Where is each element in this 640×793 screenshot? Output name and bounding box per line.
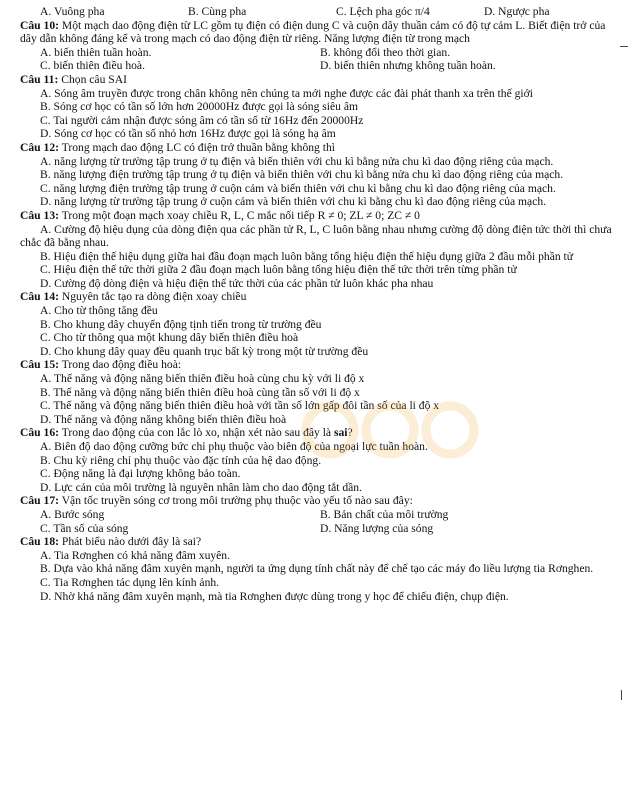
option-b: B. Chu kỳ riêng chỉ phụ thuộc vào đặc tính của hệ dao động. <box>40 453 322 467</box>
option-c: C. biến thiên điều hoà. <box>40 59 145 73</box>
option-b: B. Bản chất của môi trường <box>320 507 449 521</box>
option-a: A. biến thiên tuần hoàn. <box>40 45 152 59</box>
question-17 <box>20 494 622 535</box>
option-c: C. năng lượng điện trường tập trung ở cuộn cảm và biến thiên với chu kì bằng chu kì dao động riêng của mạch. <box>40 181 556 195</box>
option-a: A. Sóng âm truyền được trong chân không nên chúng ta mới nghe được các đài phát thanh xa trên thế giới <box>40 86 533 100</box>
option-c: C. Động năng là đại lượng không bảo toàn. <box>40 467 241 481</box>
option-c: C. Cho từ thông qua một khung dây biến thiên điều hoà <box>40 331 299 345</box>
question-text: Nguyên tắc tạo ra dòng điện xoay chiều <box>61 290 247 304</box>
question-stem <box>20 535 622 549</box>
question-end: ? <box>347 426 353 440</box>
question-text: Trong mạch dao động LC có điện trở thuần bằng không thì <box>61 140 335 154</box>
question-emphasis: sai <box>333 426 348 440</box>
question-label: Câu 10: <box>20 18 59 32</box>
margin-mark <box>620 46 628 47</box>
option-b: B. Hiệu điện thế hiệu dụng giữa hai đầu đoạn mạch luôn bằng tổng hiệu điện thế hiệu dụng giữa 2 đầu mỗi phần tử <box>40 249 574 263</box>
question-label: Câu 14: <box>20 290 59 304</box>
question-text: Trong dao động của con lắc lò xo, nhận xét nào sau đây là <box>61 426 332 440</box>
question-stem <box>20 73 622 87</box>
question-stem <box>20 426 622 440</box>
option-d: D. Năng lượng của sóng <box>320 521 434 535</box>
question-text: Trong dao động điều hoà: <box>61 358 182 372</box>
question-text: Phát biểu nào dưới đây là sai? <box>61 535 202 549</box>
option-c: C. Lệch pha góc π/4 <box>336 5 430 18</box>
question-text: Một mạch dao động điện từ LC gồm tụ điện có điện dung C và cuộn dây thuần cảm có độ tự cảm L. Biết điện trở của dây dẫn không đáng kể và trong mạch có dao động điện từ riêng. Năng lượng điện từ trong mạch <box>20 18 606 46</box>
option-a: A. năng lượng từ trường tập trung ở tụ điện và biến thiên với chu kì bằng nửa chu kì dao động riêng của mạch. <box>40 154 554 168</box>
question-16 <box>20 426 622 494</box>
option-d: D. Cường độ dòng điện và hiệu điện thế tức thời của các phần tử luôn khác pha nhau <box>40 276 434 290</box>
question-13 <box>20 209 622 291</box>
question-label: Câu 15: <box>20 358 59 372</box>
option-b: B. Cho khung dây chuyển động tịnh tiến trong từ trường đều <box>40 317 322 331</box>
option-c: C. Thế năng và động năng biến thiên điều hoà với tần số lớn gấp đôi tần số của li độ x <box>40 399 440 413</box>
option-d: D. Ngược pha <box>484 5 550 18</box>
option-a: A. Vuông pha <box>40 5 105 18</box>
option-b: B. Thế năng và động năng biến thiên điều hoà cùng tần số với li độ x <box>40 385 360 399</box>
options-row <box>20 508 622 522</box>
option-a: A. Thế năng và động năng biến thiên điều hoà cùng chu kỳ với li độ x <box>40 372 365 386</box>
option-d: D. Sóng cơ học có tần số nhỏ hơn 16Hz được gọi là sóng hạ âm <box>40 127 336 141</box>
option-c: C. Tần số của sóng <box>40 521 129 535</box>
option-d: D. năng lượng từ trường tập trung ở cuộn cảm và biến thiên với chu kì bằng chu kì dao động riêng của mạch. <box>40 195 547 209</box>
option-b: B. Sóng cơ học có tần số lớn hơn 20000Hz được gọi là sóng siêu âm <box>40 100 359 114</box>
options-row <box>20 522 622 536</box>
question-stem <box>20 19 622 46</box>
question-label: Câu 18: <box>20 535 59 549</box>
question-label: Câu 16: <box>20 426 59 440</box>
option-d: D. biến thiên nhưng không tuần hoàn. <box>320 59 496 73</box>
question-10 <box>20 19 622 73</box>
question-text: Chọn câu SAI <box>61 72 127 86</box>
option-d: D. Nhờ khả năng đâm xuyên mạnh, mà tia Rơnghen được dùng trong y học để chiếu điện, chụp điện. <box>40 589 509 603</box>
option-c: C. Tai người cảm nhận được sóng âm có tần số từ 16Hz đến 20000Hz <box>40 113 364 127</box>
question-label: Câu 13: <box>20 208 59 222</box>
question-label: Câu 12: <box>20 140 59 154</box>
question-label: Câu 11: <box>20 72 59 86</box>
question-text: Vận tốc truyền sóng cơ trong môi trường phụ thuộc vào yếu tố nào sau đây: <box>61 494 413 508</box>
options-row <box>20 46 622 60</box>
option-d: D. Cho khung dây quay đều quanh trục bất kỳ trong một từ trường đều <box>40 344 369 358</box>
options-row <box>20 59 622 73</box>
option-a: A. Biên độ dao động cưỡng bức chỉ phụ thuộc vào biên độ của ngoại lực tuần hoàn. <box>40 440 428 453</box>
option-a: A. Tia Rơnghen có khả năng đâm xuyên. <box>40 548 231 562</box>
question-12 <box>20 141 622 209</box>
question-stem <box>20 290 622 304</box>
option-b: B. Dựa vào khả năng đâm xuyên mạnh, người ta ứng dụng tính chất này để chế tạo các máy đo liều lượng tia Rơnghen. <box>40 562 594 576</box>
option-a: A. Bước sóng <box>40 507 105 521</box>
option-a: A. Cho từ thông tăng đều <box>40 304 158 318</box>
question-stem <box>20 494 622 508</box>
question-stem <box>20 358 622 372</box>
option-b: B. không đổi theo thời gian. <box>320 45 451 59</box>
question-11 <box>20 73 622 141</box>
option-d: D. Lực cản của môi trường là nguyên nhân làm cho dao động tắt dần. <box>40 480 362 494</box>
question-stem <box>20 209 622 223</box>
option-d: D. Thế năng và động năng không biến thiên điều hoà <box>40 412 287 426</box>
option-b: B. Cùng pha <box>188 5 247 18</box>
question-label: Câu 17: <box>20 494 59 508</box>
option-c: C. Hiệu điện thế tức thời giữa 2 đầu đoạn mạch luôn bằng tổng hiệu điện thế tức thời trên từng phần tử <box>40 263 517 277</box>
top-options-row <box>20 5 622 19</box>
margin-mark <box>621 690 622 700</box>
question-text: Trong một đoạn mạch xoay chiều R, L, C mắc nối tiếp R ≠ 0; ZL ≠ 0; ZC ≠ 0 <box>61 208 420 222</box>
question-18 <box>20 535 622 603</box>
question-14 <box>20 290 622 358</box>
option-a: A. Cường độ hiệu dụng của dòng điện qua các phần tử R, L, C luôn bằng nhau nhưng cường độ dòng điện tức thời thì chưa chắc đã bằng nhau. <box>20 222 612 250</box>
question-15 <box>20 358 622 426</box>
option-b: B. năng lượng điện trường tập trung ở tụ điện và biến thiên với chu kì bằng nửa chu kì dao động riêng của mạch. <box>40 168 564 182</box>
option-c: C. Tia Rơnghen tác dụng lên kính ảnh. <box>40 575 220 589</box>
question-stem <box>20 141 622 155</box>
